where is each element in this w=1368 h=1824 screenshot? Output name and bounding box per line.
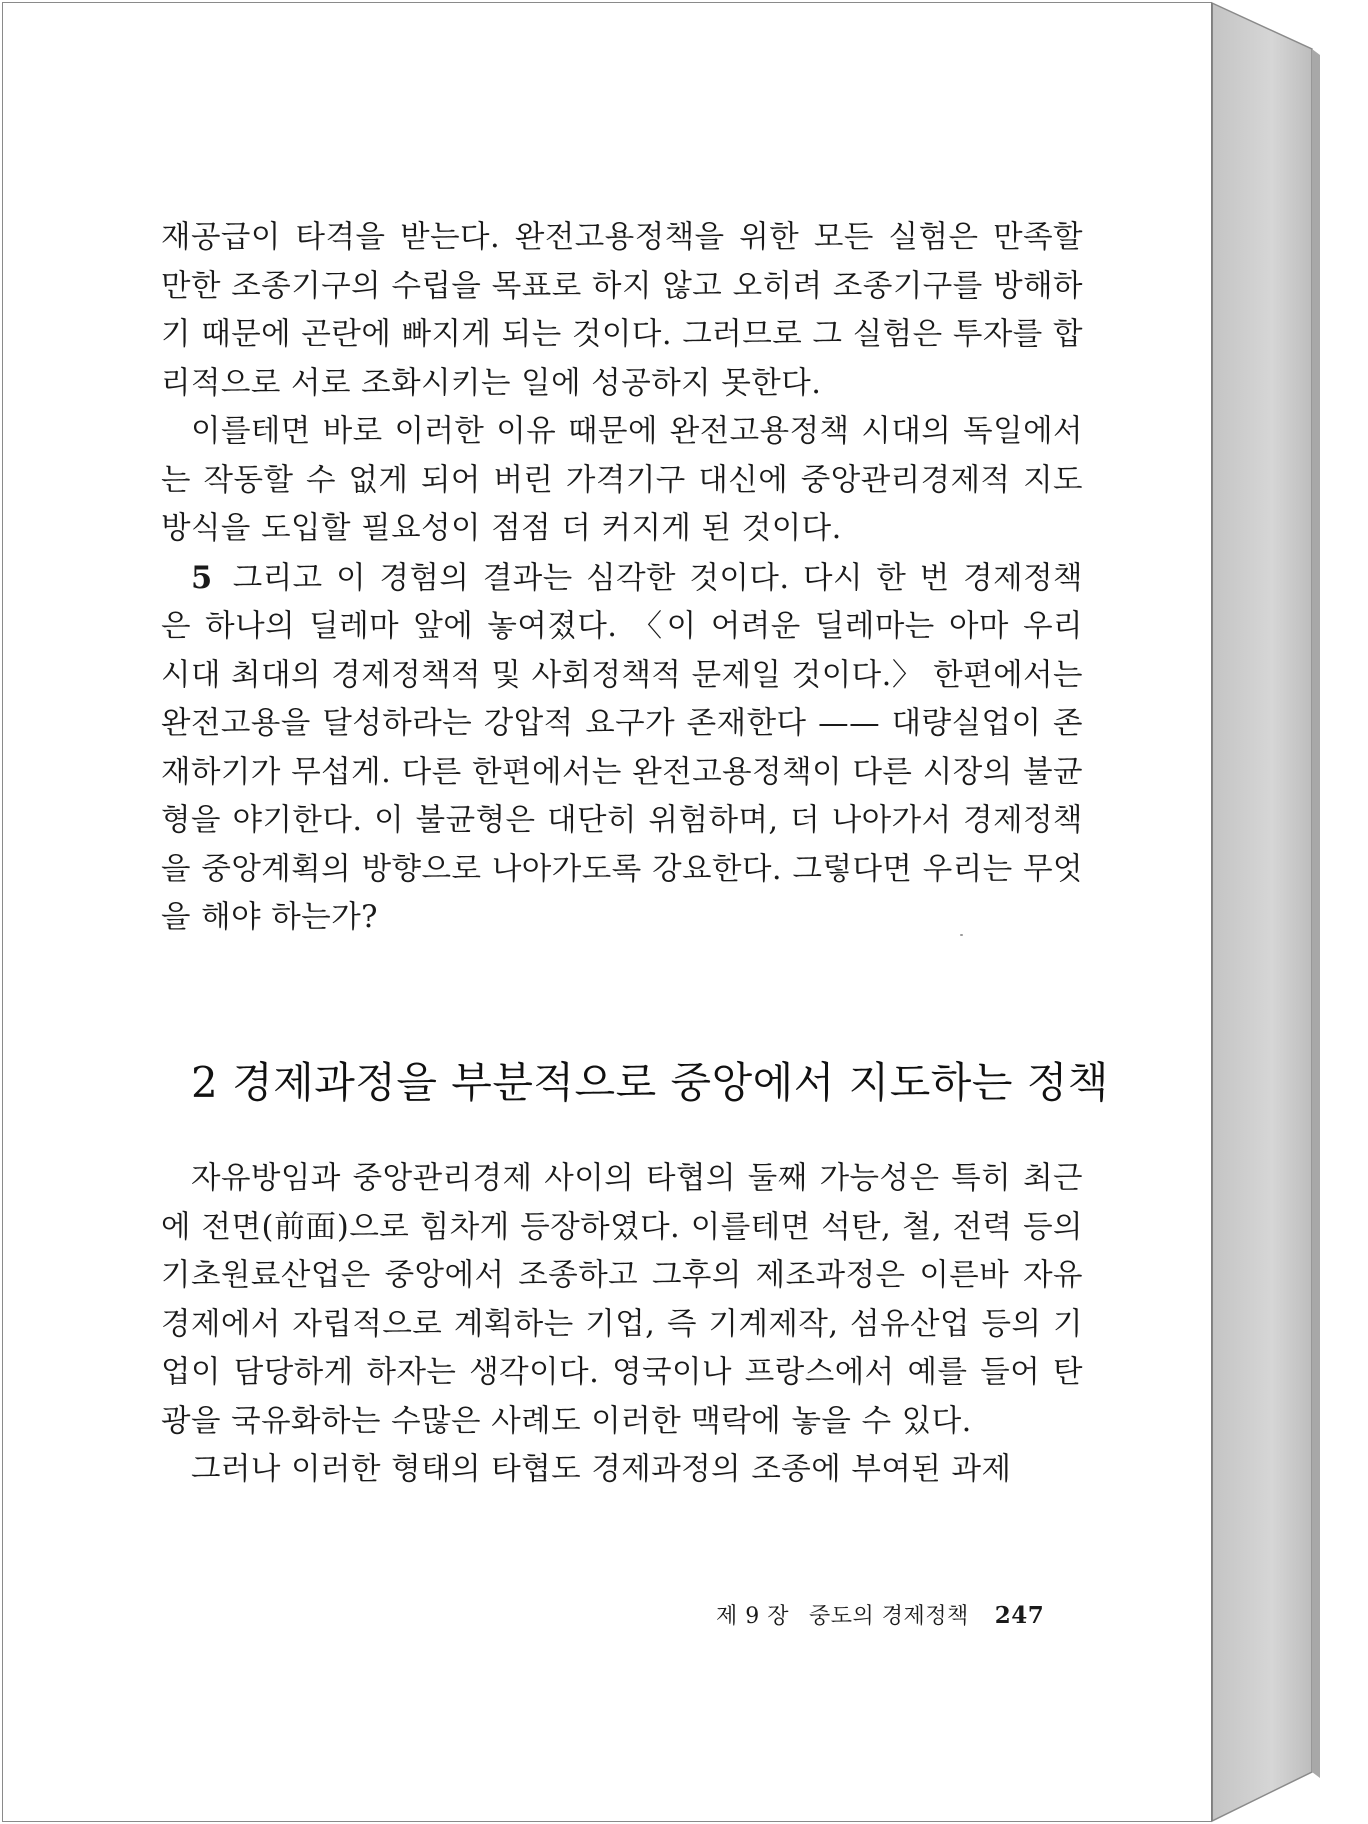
book-edge-shadow-strip (1312, 49, 1320, 1778)
paragraph-continues: 그러나 이러한 형태의 타협도 경제과정의 조종에 부여된 과제 (191, 1452, 1012, 1487)
scan-speck (960, 934, 963, 936)
page-number: 247 (994, 1602, 1045, 1629)
paragraph-continuation: 재공급이 타격을 받는다. 완전고용정책을 위한 모든 실험은 만족할 만한 조종기구의 수립을 목표로 하지 않고 오히려 조종기구를 방해하기 때문에 곤란에 빠지게 되는 것이다. 그러므로 그 실험은 투자를 합리적으로 서로 조화시키는 일에 성공하지 못한다. (161, 220, 1083, 401)
section-5-paragraph (161, 554, 1083, 943)
body-text-bottom (161, 1155, 1083, 1495)
section-number: 5 (191, 559, 213, 596)
footer-chapter: 제 9 장 (716, 1604, 789, 1629)
section-heading: 2 경제과정을 부분적으로 중앙에서 지도하는 정책 (191, 1058, 1109, 1107)
footer-title: 중도의 경제정책 (809, 1604, 969, 1629)
book-page (2, 2, 1212, 1822)
book-edge-face (1212, 3, 1312, 1821)
paragraph: 자유방임과 중앙관리경제 사이의 타협의 둘째 가능성은 특히 최근에 전면(前面)으로 힘차게 등장하였다. 이를테면 석탄, 철, 전력 등의 기초원료산업은 중앙에서 조종하고 그후의 제조과정은 이른바 자유경제에서 자립적으로 계획하는 기업, 즉 기계제작, 섬유산업 등의 기업이 담당하게 하자는 생각이다. 영국이나 프랑스에서 예를 들어 탄광을 국유화하는 수많은 사례도 이러한 맥락에 놓을 수 있다. (161, 1161, 1083, 1439)
section-5-text: 그리고 이 경험의 결과는 심각한 것이다. 다시 한 번 경제정책은 하나의 딜레마 앞에 놓여졌다. 〈이 어려운 딜레마는 아마 우리 시대 최대의 경제정책적 및 사회정책적 문제일 것이다.〉 한편에서는 완전고용을 달성하라는 강압적 요구가 존재한다 —— 대량실업이 존재하기가 무섭게. 다른 한편에서는 완전고용정책이 다른 시장의 불균형을 야기한다. 이 불균형은 대단히 위험하며, 더 나아가서 경제정책을 중앙계획의 방향으로 나아가도록 강요한다. 그렇다면 우리는 무엇을 해야 하는가? (161, 560, 1083, 935)
paragraph: 이를테면 바로 이러한 이유 때문에 완전고용정책 시대의 독일에서는 작동할 수 없게 되어 버린 가격기구 대신에 중앙관리경제적 지도방식을 도입할 필요성이 점점 더 커지게 된 것이다. (161, 414, 1083, 546)
body-text-top (161, 214, 1083, 943)
running-footer (716, 1600, 1044, 1633)
